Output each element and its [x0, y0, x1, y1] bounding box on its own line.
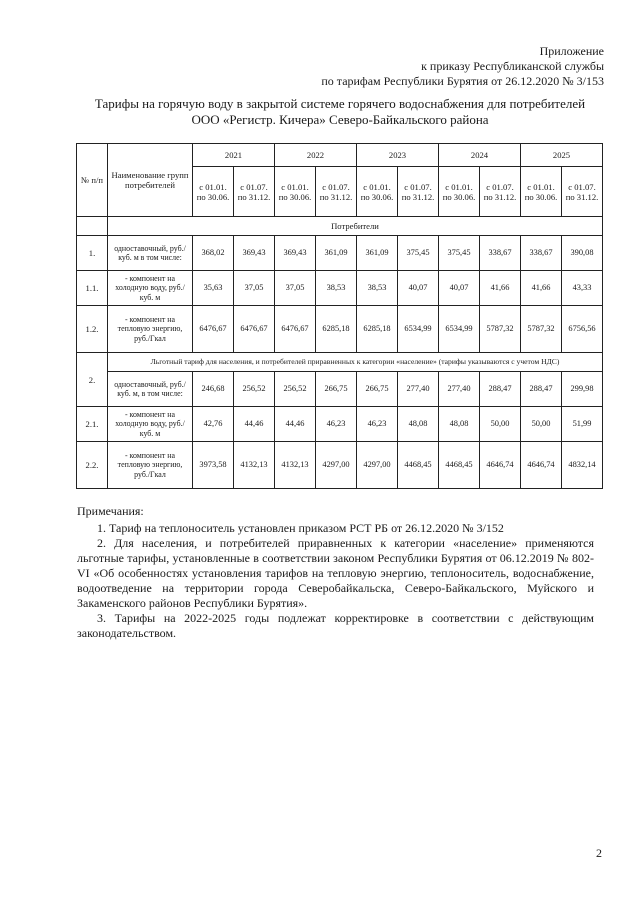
tariff-value: 5787,32 [480, 306, 521, 353]
table-row [77, 407, 603, 442]
tariff-value: 38,53 [357, 271, 398, 306]
year-header: 2024 [439, 144, 521, 167]
tariff-value: 256,52 [234, 372, 275, 407]
notes-heading: Примечания: [77, 504, 144, 518]
tariff-value: 44,46 [275, 407, 316, 442]
title-line-2: ООО «Регистр. Кичера» Северо-Байкальского района [191, 112, 489, 127]
tariff-value: 40,07 [439, 271, 480, 306]
tariff-value: 361,09 [357, 236, 398, 271]
period-header: с 01.07. по 31.12. [562, 167, 603, 217]
tariff-value: 6476,67 [275, 306, 316, 353]
appendix-title: Приложение [539, 44, 604, 58]
tariff-value: 4646,74 [480, 442, 521, 489]
tariff-value: 338,67 [521, 236, 562, 271]
column-header-number: № п/п [77, 144, 108, 217]
section-row [77, 217, 603, 236]
tariff-value: 4297,00 [316, 442, 357, 489]
appendix-order-ref: к приказу Республиканской службы [421, 59, 604, 73]
table-row [77, 271, 603, 306]
tariff-value: 43,33 [562, 271, 603, 306]
period-header: с 01.01. по 30.06. [357, 167, 398, 217]
tariff-value: 35,63 [193, 271, 234, 306]
tariff-value: 338,67 [480, 236, 521, 271]
tariff-value: 50,00 [521, 407, 562, 442]
tariff-value: 4646,74 [521, 442, 562, 489]
tariff-value: 288,47 [521, 372, 562, 407]
row-number: 2. [77, 353, 108, 407]
table-row [77, 442, 603, 489]
tariff-value: 51,99 [562, 407, 603, 442]
period-header: с 01.01. по 30.06. [275, 167, 316, 217]
tariff-value: 6285,18 [316, 306, 357, 353]
appendix-order-date: по тарифам Республики Бурятия от 26.12.2020 № 3/153 [321, 74, 604, 88]
section-row [77, 353, 603, 372]
tariff-value: 48,08 [439, 407, 480, 442]
table-row [77, 372, 603, 407]
tariff-value: 41,66 [480, 271, 521, 306]
year-header: 2025 [521, 144, 603, 167]
tariff-value: 44,46 [234, 407, 275, 442]
tariff-value: 6476,67 [193, 306, 234, 353]
period-header: с 01.01. по 30.06. [439, 167, 480, 217]
note-item: 1. Тариф на теплоноситель установлен приказом РСТ РБ от 26.12.2020 № 3/152 [97, 521, 504, 535]
section-consumers: Потребители [108, 217, 603, 236]
year-header: 2021 [193, 144, 275, 167]
tariff-value: 42,76 [193, 407, 234, 442]
row-number: 2.2. [77, 442, 108, 489]
tariff-value: 277,40 [398, 372, 439, 407]
tariff-value: 266,75 [316, 372, 357, 407]
tariff-value: 37,05 [275, 271, 316, 306]
tariff-value: 246,68 [193, 372, 234, 407]
period-header: с 01.07. по 31.12. [480, 167, 521, 217]
year-header-row [77, 144, 603, 167]
year-header: 2023 [357, 144, 439, 167]
period-header: с 01.07. по 31.12. [234, 167, 275, 217]
row-name: - компонент на холодную воду, руб./ куб. м [108, 271, 193, 306]
tariff-value: 266,75 [357, 372, 398, 407]
tariff-value: 4832,14 [562, 442, 603, 489]
table-row [77, 306, 603, 353]
row-number: 1.1. [77, 271, 108, 306]
row-name: - компонент на тепловую энергию, руб./Гкал [108, 306, 193, 353]
row-name: - компонент на холодную воду, руб./ куб. м [108, 407, 193, 442]
tariff-value: 38,53 [316, 271, 357, 306]
tariff-value: 4132,13 [234, 442, 275, 489]
section-number-cell [77, 217, 108, 236]
note-item: 3. Тарифы на 2022-2025 годы подлежат корректировке в соответствии с действующим законодательством. [77, 611, 594, 640]
tariff-value: 46,23 [357, 407, 398, 442]
title-line-1: Тарифы на горячую воду в закрытой системе горячего водоснабжения для потребителей [94, 96, 586, 111]
column-header-name: Наименование групп потребителей [108, 144, 193, 217]
note-item: 2. Для населения, и потребителей приравненных к категории «население» применяются льготные тарифы, установленные в соответствии законом Республики Бурятия от 06.12.2019 № 802-VI «Об особенностях установления тарифов на тепловую энергию, теплоноситель, водоснабжение, водоотведение на территории города Северобайкальска, Северо-Байкальского, Муйского и Закаменского районов Республики Бурятия». [77, 536, 594, 610]
year-header: 2022 [275, 144, 357, 167]
document-title [60, 96, 620, 128]
tariff-value: 277,40 [439, 372, 480, 407]
tariff-value: 37,05 [234, 271, 275, 306]
tariff-value: 368,02 [193, 236, 234, 271]
tariff-value: 5787,32 [521, 306, 562, 353]
tariff-value: 40,07 [398, 271, 439, 306]
tariff-value: 4468,45 [398, 442, 439, 489]
row-number: 1.2. [77, 306, 108, 353]
tariff-value: 369,43 [234, 236, 275, 271]
table-row [77, 236, 603, 271]
tariff-value: 3973,58 [193, 442, 234, 489]
row-name: одноставочный, руб./ куб. м в том числе: [108, 236, 193, 271]
page-number: 2 [596, 846, 602, 860]
tariff-value: 41,66 [521, 271, 562, 306]
tariff-value: 256,52 [275, 372, 316, 407]
row-number: 2.1. [77, 407, 108, 442]
row-name: - компонент на тепловую энергию, руб./Гкал [108, 442, 193, 489]
tariff-value: 46,23 [316, 407, 357, 442]
row-number: 1. [77, 236, 108, 271]
tariff-value: 4297,00 [357, 442, 398, 489]
tariff-value: 288,47 [480, 372, 521, 407]
tariff-value: 4132,13 [275, 442, 316, 489]
row-name: одноставочный, руб./ куб. м, в том числе: [108, 372, 193, 407]
tariff-value: 6534,99 [398, 306, 439, 353]
tariff-value: 361,09 [316, 236, 357, 271]
tariff-value: 6476,67 [234, 306, 275, 353]
tariff-table [76, 143, 603, 489]
tariff-value: 6285,18 [357, 306, 398, 353]
section-preferential-tariff: Льготный тариф для населения, и потребителей приравненных к категории «население» (тарифы указываются с учетом НДС) [108, 353, 603, 372]
tariff-value: 299,98 [562, 372, 603, 407]
tariff-value: 6756,56 [562, 306, 603, 353]
tariff-value: 375,45 [398, 236, 439, 271]
tariff-value: 6534,99 [439, 306, 480, 353]
tariff-value: 390,08 [562, 236, 603, 271]
tariff-value: 375,45 [439, 236, 480, 271]
appendix-header [321, 44, 604, 89]
period-header: с 01.07. по 31.12. [316, 167, 357, 217]
tariff-value: 50,00 [480, 407, 521, 442]
tariff-value: 369,43 [275, 236, 316, 271]
tariff-value: 48,08 [398, 407, 439, 442]
period-header: с 01.01. по 30.06. [521, 167, 562, 217]
period-header: с 01.07. по 31.12. [398, 167, 439, 217]
notes-section [77, 504, 594, 641]
period-header: с 01.01. по 30.06. [193, 167, 234, 217]
tariff-value: 4468,45 [439, 442, 480, 489]
